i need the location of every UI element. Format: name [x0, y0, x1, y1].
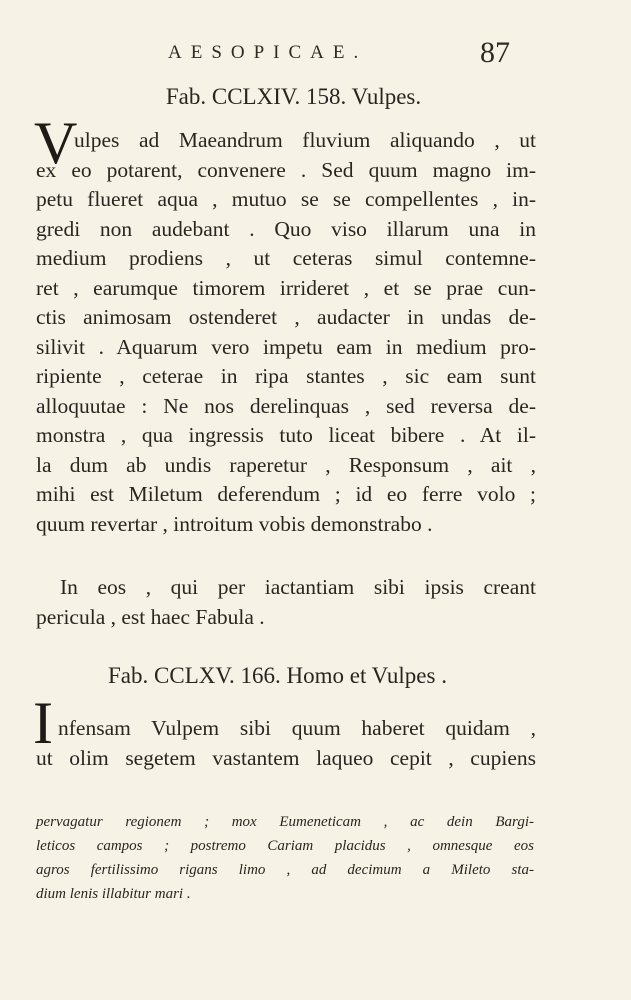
fable-265-body	[36, 714, 536, 773]
text-line: silivit . Aquarum vero impetu eam in medium pro-	[36, 334, 536, 359]
drop-cap-v: V	[34, 110, 78, 176]
footnote-line: dium lenis illabitur mari .	[36, 886, 191, 902]
text-line: medium prodiens , ut ceteras simul contemne-	[36, 246, 536, 270]
text-line: ex eo potarent, convenere . Sed quum magno im-	[36, 157, 536, 182]
text-line: ctis animosam ostenderet , audacter in undas de-	[36, 305, 536, 329]
text-line: gredi non audebant . Quo viso illarum una in	[36, 216, 536, 241]
moral-line: pericula , est haec Fabula .	[36, 604, 265, 629]
footnote-line: agros fertilissimo rigans limo , ad decimum a Mileto sta-	[36, 862, 534, 878]
fable-heading-265: Fab. CCLXV. 166. Homo et Vulpes .	[108, 663, 447, 688]
text-line: monstra , qua ingressis tuto liceat bibere . At il-	[36, 423, 536, 447]
fable-264-body	[36, 126, 536, 539]
page-number: 87	[480, 36, 510, 69]
text-line: nfensam Vulpem sibi quum haberet quidam ,	[58, 716, 536, 740]
text-line: mihi est Miletum deferendum ; id eo ferre volo ;	[36, 482, 536, 506]
running-head-title: AESOPICAE.	[168, 42, 368, 63]
running-head	[0, 36, 631, 76]
text-line: alloquutae : Ne nos derelinquas , sed reversa de-	[36, 393, 536, 418]
text-line: ret , earumque timorem irrideret , et se prae cun-	[36, 275, 536, 300]
text-line: ulpes ad Maeandrum fluvium aliquando , ut	[74, 128, 536, 152]
text-line: ripiente , ceterae in ripa stantes , sic eam sunt	[36, 364, 536, 388]
text-line: quum revertar , introitum vobis demonstrabo .	[36, 511, 433, 536]
fable-heading-264: Fab. CCLXIV. 158. Vulpes.	[165, 84, 422, 109]
footnote-line: leticos campos ; postremo Cariam placidus , omnesque eos	[36, 838, 534, 854]
text-line: petu flueret aqua , mutuo se se compellentes , in-	[36, 187, 536, 211]
text-line: la dum ab undis raperetur , Responsum , ait ,	[36, 452, 536, 477]
moral-line: In eos , qui per iactantiam sibi ipsis creant	[60, 575, 536, 599]
footnote	[36, 810, 534, 906]
fable-264-moral	[36, 573, 536, 632]
text-line: ut olim segetem vastantem laqueo cepit , cupiens	[36, 745, 536, 770]
drop-cap-i: I	[33, 690, 53, 756]
footnote-line: pervagatur regionem ; mox Eumeneticam , ac dein Bargi-	[36, 814, 534, 830]
